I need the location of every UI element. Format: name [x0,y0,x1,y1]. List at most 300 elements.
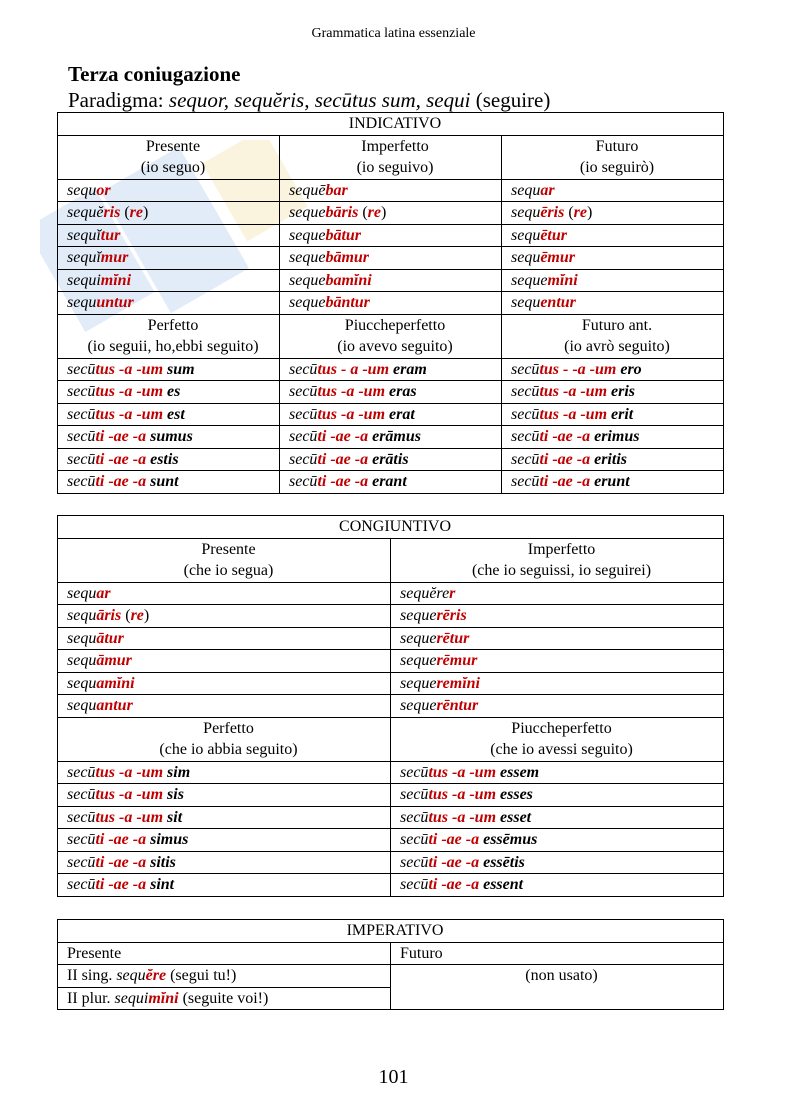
verb-stem: seque [289,271,326,289]
auxiliary-verb: sum [163,360,195,378]
verb-ending: ti -ae -a [428,876,480,893]
verb-stem: secū [67,876,96,893]
paradigm-label: Paradigma: [68,88,169,112]
verb-ending: ar [540,181,555,199]
verb-stem: secū [289,405,318,423]
auxiliary-verb: eritis [590,450,627,468]
congiuntivo-row [58,806,724,829]
verb-ending: ti -ae -a [317,473,369,490]
verb-stem: sequĭ [67,249,101,266]
verb-form-cell [280,448,502,471]
indicativo-row [58,403,724,426]
auxiliary-verb: erunt [590,473,630,490]
verb-stem: secū [289,473,318,490]
verb-stem: sequ [511,249,541,266]
plain-text: ) [143,607,150,624]
verb-form-cell [391,874,724,897]
auxiliary-verb: essem [496,763,540,781]
verb-stem: secū [289,383,318,400]
verb-stem: secū [400,853,429,871]
congiuntivo-row [58,627,724,650]
verb-ending: re [129,204,143,221]
verb-form-cell [58,829,391,852]
verb-ending: ēmur [540,249,575,266]
verb-form-cell [58,627,391,650]
verb-ending: ti -ae -a [317,428,369,445]
verb-form-cell [58,202,280,225]
verb-stem: seque [400,652,437,669]
congiuntivo-row [58,851,724,874]
verb-stem: secū [67,831,96,848]
plain-text: II plur. [67,989,115,1007]
auxiliary-verb: erimus [590,428,640,445]
verb-stem: secū [67,360,96,378]
verb-ending: ti -ae -a [428,853,480,871]
indicativo-row [58,247,724,270]
auxiliary-verb: eras [385,383,417,400]
auxiliary-verb: essent [479,876,524,893]
verb-stem: secū [67,786,96,803]
verb-stem: secū [289,428,318,445]
verb-ending: ti -ae -a [95,450,147,468]
indicativo-row [58,381,724,404]
congiuntivo-row [58,650,724,673]
verb-ending: rēmur [436,652,478,669]
verb-stem: sequ [67,294,97,311]
verb-ending: tus -a -um [317,383,386,400]
verb-ending: re [367,204,381,221]
verb-ending: ar [96,584,111,602]
verb-form-cell [391,605,724,628]
indicativo-tense-header [280,135,502,179]
verb-stem: seque [289,226,326,244]
tense-name: Imperfetto [527,540,596,558]
verb-form-cell [58,874,391,897]
congiuntivo-row [58,784,724,807]
verb-stem: seque [289,294,326,311]
verb-form-cell [391,806,724,829]
verb-stem: seque [400,629,437,647]
verb-stem: sequē [289,181,326,199]
verb-form-cell [502,202,724,225]
verb-ending: bāris [325,204,359,221]
imperativo-table [57,919,724,1010]
verb-form-cell [280,381,502,404]
verb-stem: secū [511,360,540,378]
page-number: 101 [378,1066,409,1088]
verb-form-cell [391,695,724,718]
verb-stem: seque [400,697,437,714]
verb-form-cell [391,627,724,650]
auxiliary-verb: simus [146,831,189,848]
verb-form-cell [502,247,724,270]
auxiliary-verb: sint [146,876,175,893]
indicativo-row [58,448,724,471]
verb-form-cell [391,582,724,605]
verb-ending: bamĭni [325,271,372,289]
verb-stem: seque [511,271,548,289]
indicativo-row [58,224,724,247]
tense-name: Futuro [595,137,639,155]
verb-form-cell [58,403,280,426]
indicativo-row [58,202,724,225]
verb-form-cell [280,179,502,202]
verb-ending: mur [100,249,129,266]
verb-ending: tus -a -um [317,405,386,423]
auxiliary-verb: ero [616,360,642,378]
verb-form-cell [502,403,724,426]
verb-stem: secū [400,876,429,893]
verb-ending: bāntur [325,294,370,311]
verb-stem: sequ [67,697,97,714]
auxiliary-verb: est [163,405,185,423]
verb-ending: ti -ae -a [539,428,591,445]
verb-ending: tus -a -um [95,405,164,423]
verb-stem: sequ [67,674,97,692]
verb-form-cell [502,381,724,404]
verb-stem: secū [511,428,540,445]
verb-stem: sequ [511,204,541,221]
auxiliary-verb: erat [385,405,415,423]
verb-form-cell [502,426,724,449]
paradigm-forms: sequor, sequĕris, secūtus sum, sequi [168,88,471,112]
paradigm-line [68,88,550,113]
verb-ending: ētur [540,226,567,244]
verb-form-cell [280,471,502,494]
verb-form-cell [58,695,391,718]
verb-stem: secū [400,808,429,826]
congiuntivo-row [58,672,724,695]
verb-form-cell [280,403,502,426]
auxiliary-verb: estis [146,450,179,468]
section-title: Terza coniugazione [68,62,241,86]
auxiliary-verb: esses [496,786,533,803]
verb-ending: tus -a -um [539,383,608,400]
running-header: Grammatica latina essenziale [311,26,476,41]
verb-ending: ti -ae -a [539,473,591,490]
auxiliary-verb: erant [368,473,407,490]
verb-form-cell [502,224,724,247]
verb-ending: bāmur [325,249,370,266]
verb-form-cell [58,358,280,381]
tense-name: Piuccheperfetto [511,719,612,737]
indicativo-row [58,358,724,381]
verb-form-cell [58,269,280,292]
verb-form-cell [58,426,280,449]
congiuntivo-table [57,515,724,897]
verb-ending: āmur [96,652,132,669]
auxiliary-verb: esset [496,808,532,826]
verb-ending: āris [96,607,122,624]
plain-text: ) [143,204,149,221]
verb-stem: sequ [511,294,541,311]
tense-name: Perfetto [203,719,254,737]
verb-stem: secū [400,763,429,781]
congiuntivo-tense-header [391,717,724,761]
tense-translation: (io avrò seguito) [564,338,670,355]
verb-form-cell [502,358,724,381]
verb-ending: ti -ae -a [95,853,147,871]
verb-stem: sequ [67,652,97,669]
verb-form-cell [58,650,391,673]
verb-stem: secū [289,360,318,378]
verb-stem: secū [511,383,540,400]
congiuntivo-tense-header [391,538,724,582]
verb-form-cell [502,448,724,471]
plain-text: ( [121,607,131,624]
congiuntivo-row [58,761,724,784]
auxiliary-verb: essēmus [479,831,538,848]
verb-ending: untur [96,294,134,311]
plain-text: (segui tu!) [166,967,237,984]
verb-form-cell [502,292,724,315]
indicativo-tense-header [58,314,280,358]
tense-translation: (che io abbia seguito) [159,741,298,758]
verb-stem: secū [67,405,96,423]
verb-ending: re [573,204,587,221]
imperativo-title: IMPERATIVO [58,920,724,943]
tense-name: Presente [145,137,201,155]
verb-ending: ēris [540,204,565,221]
auxiliary-verb: erāmus [368,428,421,445]
tense-translation: (che io segua) [183,562,274,579]
verb-stem: sequ [511,181,541,199]
verb-form-cell [280,292,502,315]
congiuntivo-row [58,605,724,628]
verb-ending: rēris [436,607,467,624]
auxiliary-verb: sunt [146,473,179,490]
verb-ending: ti -ae -a [95,876,147,893]
indicativo-tense-header [280,314,502,358]
auxiliary-verb: es [163,383,181,400]
verb-stem: seque [400,607,437,624]
verb-stem: sequ [67,584,97,602]
congiuntivo-tense-header [58,538,391,582]
tense-translation: (che io avessi seguito) [490,741,633,758]
verb-ending: tus -a -um [95,808,164,826]
verb-form-cell [391,672,724,695]
verb-form-cell [58,292,280,315]
imperativo-row [58,987,391,1010]
verb-stem: secū [400,786,429,803]
verb-form-cell [58,806,391,829]
congiuntivo-tense-header [58,717,391,761]
imperativo-presente-header: Presente [58,942,391,965]
tense-translation: (io seguii, ho,ebbi seguito) [87,338,259,355]
verb-ending: bar [325,181,348,199]
verb-ending: or [96,181,111,199]
auxiliary-verb: erit [607,405,634,423]
verb-form-cell [391,784,724,807]
verb-stem: sequ [511,226,541,244]
verb-ending: tus -a -um [95,786,164,803]
verb-stem: secū [511,473,540,490]
verb-stem: sequĭ [67,226,101,244]
auxiliary-verb: sim [163,763,191,781]
verb-stem: secū [67,763,96,781]
indicativo-table [57,112,724,494]
verb-form-cell [58,381,280,404]
verb-ending: tus - a -um [317,360,390,378]
paradigm-meaning: (seguire) [470,88,551,112]
plain-text: ( [120,204,130,221]
verb-form-cell [58,605,391,628]
auxiliary-verb: sis [163,786,184,803]
verb-stem: secū [511,450,540,468]
verb-stem: secū [67,808,96,826]
verb-ending: ti -ae -a [95,428,147,445]
indicativo-row [58,179,724,202]
verb-ending: antur [96,697,133,714]
verb-ending: remĭni [436,674,480,692]
verb-form-cell [58,672,391,695]
tense-translation: (io avevo seguito) [337,338,453,355]
indicativo-tense-header [502,314,724,358]
verb-stem: sequ [67,181,97,199]
indicativo-row [58,471,724,494]
verb-ending: tus - -a -um [539,360,617,378]
tense-name: Futuro ant. [581,316,653,334]
verb-form-cell [58,471,280,494]
verb-ending: ti -ae -a [539,450,591,468]
verb-ending: amĭni [96,674,135,692]
verb-stem: secū [511,405,540,423]
indicativo-title: INDICATIVO [58,113,724,136]
tense-translation: (io seguirò) [579,159,655,176]
plain-text: ) [586,204,593,221]
plain-text: (seguite voi!) [178,989,269,1007]
verb-stem: secū [67,450,96,468]
verb-ending: tus -a -um [539,405,608,423]
verb-ending: mĭni [100,271,132,289]
verb-form-cell [391,829,724,852]
tense-name: Piuccheperfetto [344,316,446,334]
verb-form-cell [280,224,502,247]
verb-form-cell [58,247,280,270]
congiuntivo-row [58,829,724,852]
verb-ending: tur [100,226,121,244]
imperativo-futuro-header: Futuro [391,942,724,965]
tense-name: Perfetto [147,316,199,334]
auxiliary-verb: sumus [146,428,193,445]
verb-form-cell [58,179,280,202]
verb-ending: rētur [436,629,470,647]
verb-ending: mĭni [148,989,179,1007]
congiuntivo-row [58,582,724,605]
congiuntivo-row [58,695,724,718]
congiuntivo-row [58,874,724,897]
verb-form-cell [391,761,724,784]
verb-form-cell [280,426,502,449]
verb-stem: secū [400,831,429,848]
verb-ending: tus -a -um [95,383,164,400]
verb-stem: sequĕre [400,584,450,602]
verb-ending: ti -ae -a [428,831,480,848]
verb-ending: tus -a -um [428,786,497,803]
verb-form-cell [391,851,724,874]
verb-form-cell [58,761,391,784]
verb-stem: sequi [114,989,149,1007]
verb-stem: sequ [67,629,97,647]
verb-form-cell [58,224,280,247]
verb-stem: seque [400,674,437,692]
verb-stem: seque [289,249,326,266]
verb-ending: ātur [96,629,124,647]
auxiliary-verb: eram [389,360,427,378]
verb-form-cell [502,179,724,202]
indicativo-row [58,292,724,315]
plain-text: ( [358,204,368,221]
verb-form-cell [502,269,724,292]
verb-stem: secū [67,383,96,400]
verb-form-cell [58,582,391,605]
verb-ending: entur [540,294,576,311]
verb-form-cell [58,448,280,471]
tense-name: Presente [201,540,256,558]
auxiliary-verb: essētis [479,853,525,871]
verb-form-cell [58,851,391,874]
verb-ending: ti -ae -a [95,473,147,490]
verb-ending: ĕre [145,967,167,984]
verb-form-cell [280,358,502,381]
verb-ending: tus -a -um [95,360,164,378]
imperativo-row [58,965,391,988]
tense-translation: (io seguo) [140,159,206,176]
verb-stem: secū [67,473,96,490]
indicativo-row [58,426,724,449]
indicativo-row [58,269,724,292]
verb-stem: sequi [67,271,101,289]
verb-form-cell [58,784,391,807]
plain-text: ) [381,204,387,221]
verb-ending: tus -a -um [428,763,497,781]
verb-form-cell [391,650,724,673]
verb-form-cell [280,269,502,292]
indicativo-tense-header [58,135,280,179]
verb-form-cell [280,247,502,270]
congiuntivo-title: CONGIUNTIVO [58,516,724,539]
verb-stem: seque [289,204,326,221]
verb-form-cell [280,202,502,225]
verb-stem: sequ [67,607,97,624]
verb-stem: sequĕ [67,204,104,221]
imperativo-futuro-value: (non usato) [391,965,724,1010]
verb-stem: sequ [116,967,146,984]
tense-name: Imperfetto [361,137,429,155]
verb-ending: bātur [325,226,362,244]
verb-ending: ris [103,204,121,221]
verb-ending: tus -a -um [95,763,164,781]
verb-stem: secū [67,428,96,445]
auxiliary-verb: erātis [368,450,409,468]
verb-ending: re [130,607,144,624]
verb-ending: rēntur [436,697,479,714]
verb-ending: ti -ae -a [95,831,147,848]
tense-translation: (io seguivo) [356,159,434,176]
auxiliary-verb: eris [607,383,636,400]
verb-stem: secū [289,450,318,468]
indicativo-tense-header [502,135,724,179]
auxiliary-verb: sitis [146,853,176,871]
verb-ending: ti -ae -a [317,450,369,468]
verb-ending: mĭni [547,271,578,289]
plain-text: ( [564,204,574,221]
verb-ending: tus -a -um [428,808,497,826]
verb-ending: r [449,584,456,602]
tense-translation: (che io seguissi, io seguirei) [471,562,652,579]
plain-text: II sing. [67,967,117,984]
auxiliary-verb: sit [163,808,183,826]
